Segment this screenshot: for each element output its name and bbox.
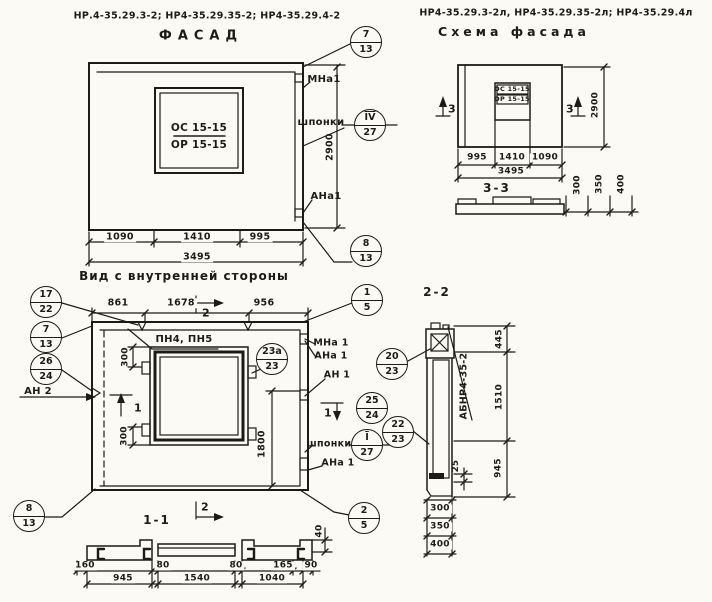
dim-label-3495-scheme: 3495 bbox=[497, 166, 525, 177]
dim-label-861: 861 bbox=[107, 297, 129, 309]
callout-I-27: $\overline{I}$ 27 bbox=[351, 429, 383, 461]
scheme-panel bbox=[458, 65, 562, 147]
part-label-mna1-facade: МНа1 bbox=[307, 74, 341, 85]
callout-20-23: 20 23 bbox=[376, 348, 408, 380]
dim-label-956: 956 bbox=[253, 297, 275, 309]
facade-codes-title: НР.4-35.29.3-2; НР4-35.29.35-2; НР4-35.29.4-2 bbox=[73, 10, 341, 22]
part-label-ana1-facade: АНа1 bbox=[310, 191, 342, 202]
dim-label-1040: 1040 bbox=[258, 573, 286, 584]
callout-2-5: 2 5 bbox=[348, 502, 380, 534]
dim-label-945-s11: 945 bbox=[113, 573, 133, 584]
marker-digit-3-right: 3 bbox=[566, 102, 574, 116]
callout-22-23: 22 23 bbox=[382, 416, 414, 448]
facade-window-mark-bottom: ОР 15-15 bbox=[170, 138, 228, 151]
dim-label-1090-scheme: 1090 bbox=[531, 152, 559, 163]
dim-label-80-b: 80 bbox=[229, 560, 243, 571]
inner-view-title: Вид с внутренней стороны bbox=[79, 269, 289, 283]
part-label-an2: АН 2 bbox=[24, 386, 52, 397]
callout-26-24: 26 24 bbox=[30, 353, 62, 385]
dim-label-1410-scheme: 1410 bbox=[498, 152, 526, 163]
dim-label-2900-scheme: 2900 bbox=[590, 91, 601, 119]
dim-label-300-top: 300 bbox=[120, 347, 131, 367]
facade-title: ФАСАД bbox=[158, 28, 244, 44]
section-2-2-title: 2-2 bbox=[423, 285, 451, 299]
part-label-shponki-view: шпонки bbox=[306, 438, 352, 450]
callout-1-5: 1 5 bbox=[351, 284, 383, 316]
section-1-1-title: 1-1 bbox=[143, 513, 171, 527]
scheme-window-mark-top: ОС 15-15 bbox=[494, 84, 530, 93]
part-label-mna1-view: МНа 1 bbox=[313, 337, 349, 349]
section-3-3-profile bbox=[456, 197, 564, 214]
dim-label-445: 445 bbox=[494, 329, 505, 349]
section-3-3-title: 3-3 bbox=[483, 181, 511, 195]
dim-label-1678: 1678 bbox=[167, 297, 195, 309]
scheme-dimensions bbox=[455, 64, 610, 182]
part-label-abnr: АБНР4-35-2 bbox=[458, 352, 470, 420]
dim-label-300-s33: 300 bbox=[572, 175, 583, 195]
part-label-shponki-facade: шпонки bbox=[297, 117, 345, 128]
dim-label-1510: 1510 bbox=[494, 383, 505, 411]
dim-label-300-s22: 300 bbox=[430, 503, 450, 514]
dim-label-2900-facade: 2900 bbox=[324, 133, 336, 161]
dim-label-350-s33: 350 bbox=[594, 174, 605, 194]
callout-17-22: 17 22 bbox=[30, 286, 62, 318]
dim-label-1410-facade: 1410 bbox=[183, 231, 211, 243]
marker-digit-2-top: 2 bbox=[202, 306, 210, 320]
dim-label-1800: 1800 bbox=[256, 430, 268, 458]
callout-7-13: 7 13 bbox=[30, 321, 62, 353]
marker-digit-2-bottom: 2 bbox=[201, 500, 209, 514]
part-label-an1: АН 1 bbox=[323, 369, 351, 381]
part-label-ana1-view-bottom: АНа 1 bbox=[321, 457, 355, 469]
callout-25-24: 25 24 bbox=[356, 392, 388, 424]
dim-label-350-s22: 350 bbox=[430, 521, 450, 532]
callout-IV-27: $\overline{IV}$ 27 bbox=[354, 109, 386, 141]
callout-8-13: 8 13 bbox=[13, 500, 45, 532]
callout-8-13: 8 13 bbox=[350, 235, 382, 267]
marker-digit-1-right: 1 bbox=[324, 406, 332, 420]
dim-label-3495-facade: 3495 bbox=[183, 251, 211, 263]
dim-label-995-facade: 995 bbox=[249, 231, 271, 243]
part-label-ana1-view-top: АНа 1 bbox=[314, 350, 348, 362]
callout-7-13: 7 13 bbox=[350, 26, 382, 58]
dim-label-165: 165 bbox=[273, 560, 293, 571]
dim-label-300-bottom: 300 bbox=[119, 426, 130, 446]
scheme-codes-title: НР4-35.29.3-2л, НР4-35.29.35-2л; НР4-35.29.4л bbox=[419, 7, 693, 19]
dim-label-25: 25 bbox=[450, 459, 461, 473]
marker-digit-3-left: 3 bbox=[448, 102, 456, 116]
dim-label-400-s33: 400 bbox=[616, 174, 627, 194]
dim-label-160: 160 bbox=[75, 560, 95, 571]
dim-label-995-scheme: 995 bbox=[467, 152, 487, 163]
scheme-window-mark-bottom: ОР 15-15 bbox=[494, 94, 530, 103]
scheme-title: Схема фасада bbox=[438, 23, 590, 39]
section-3-3-dimensions bbox=[563, 196, 638, 216]
dim-label-40: 40 bbox=[314, 524, 325, 538]
dim-label-945-s22: 945 bbox=[493, 458, 504, 478]
dim-label-1090-facade: 1090 bbox=[106, 231, 134, 243]
section-1-1-profile bbox=[87, 540, 312, 560]
marker-digit-1-left: 1 bbox=[134, 401, 142, 415]
facade-window-mark-top: ОС 15-15 bbox=[170, 121, 228, 134]
dim-label-400-s22: 400 bbox=[430, 539, 450, 550]
dim-label-1540: 1540 bbox=[183, 573, 211, 584]
dim-label-80-a: 80 bbox=[156, 560, 170, 571]
callout-23а-23: 23а 23 bbox=[256, 343, 288, 375]
part-label-pn4-pn5: ПН4, ПН5 bbox=[155, 334, 213, 345]
dim-label-90: 90 bbox=[304, 560, 318, 571]
